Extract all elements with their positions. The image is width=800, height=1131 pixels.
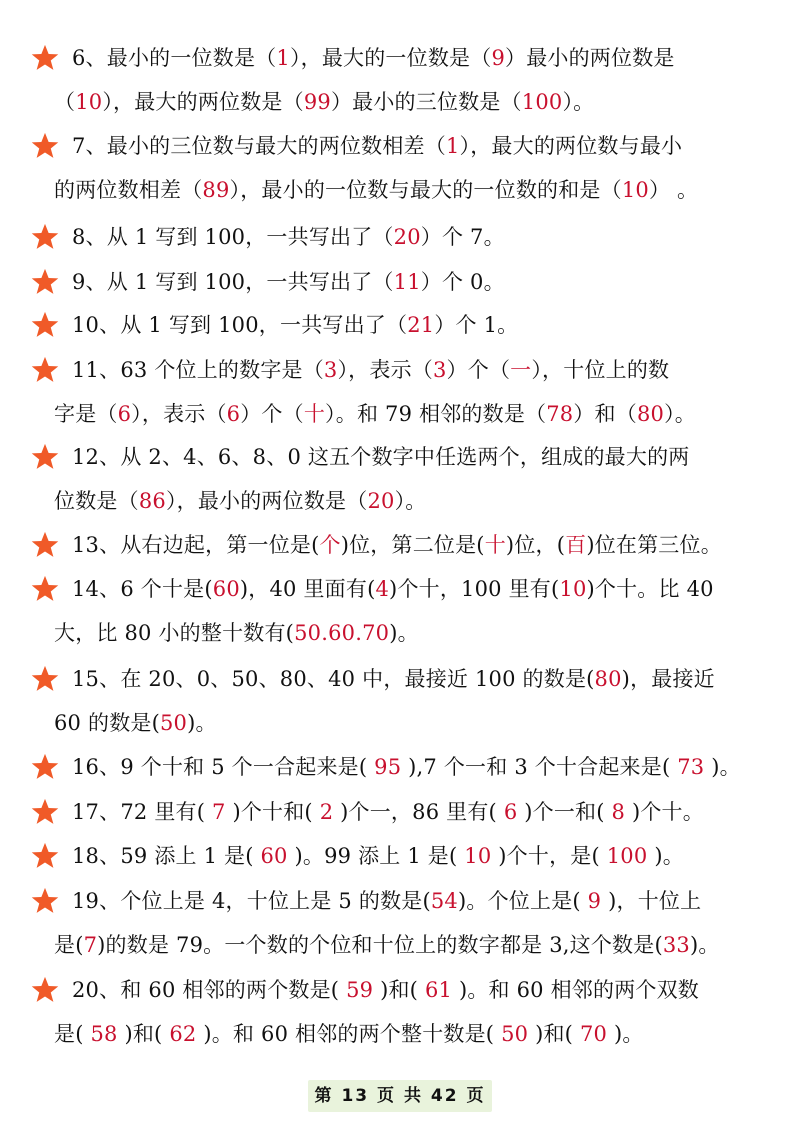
question-text: 60 的数是(	[54, 711, 160, 735]
question-text: ）最小的两位数是	[505, 46, 675, 70]
question-text: ）。	[394, 489, 427, 513]
question-text: )和(	[124, 1022, 163, 1046]
question-text: 6、最小的一位数是（	[72, 46, 277, 70]
question-text: ） 。	[648, 178, 699, 202]
question-line	[54, 708, 217, 738]
answer-text: 2	[312, 800, 341, 824]
star-icon	[30, 664, 60, 694]
answer-text: 100	[599, 844, 655, 868]
question-text: )。个位上是(	[458, 889, 581, 913]
question-line	[54, 87, 594, 117]
answer-text: 50.60.70	[294, 621, 390, 645]
question-text: 19、个位上是 4，十位上是 5 的数是(	[72, 889, 431, 913]
question-text: 14、6 个十是(	[72, 577, 213, 601]
answer-text: 个	[319, 533, 341, 557]
question-line	[72, 530, 722, 560]
answer-text: 50	[160, 711, 188, 735]
answer-text: 54	[430, 889, 458, 913]
question-text: ），表示（	[337, 358, 433, 382]
question-text: 17、72 里有(	[72, 800, 206, 824]
question-line	[54, 175, 698, 205]
answer-text: 70	[573, 1022, 614, 1046]
question-text: ）。	[664, 402, 696, 426]
question-text: )。	[689, 933, 720, 957]
question-text: 13、从右边起，第一位是(	[72, 533, 320, 557]
question-text: 10、从 1 写到 100，一共写出了（	[72, 313, 408, 337]
star-icon	[30, 222, 60, 252]
answer-text: 58	[83, 1022, 125, 1046]
question-line	[72, 310, 518, 340]
question-text: ）个 0。	[420, 270, 505, 294]
answer-text: 百	[565, 533, 587, 557]
answer-text: 6	[117, 402, 132, 426]
star-icon	[30, 355, 60, 385]
question-line	[72, 886, 701, 916]
answer-text: 10	[559, 577, 587, 601]
question-text: 7、最小的三位数与最大的两位数相差（	[72, 134, 446, 158]
question-text: )。	[654, 844, 684, 868]
answer-text: 80	[636, 402, 665, 426]
question-text: )位，第二位是(	[340, 533, 485, 557]
question-line	[72, 43, 675, 73]
star-icon	[30, 530, 60, 560]
question-text: 15、在 20、0、50、80、40 中，最接近 100 的数是(	[72, 667, 595, 691]
answer-text: 3	[432, 358, 447, 382]
question-text: )，十位上	[608, 889, 702, 913]
question-line	[72, 131, 682, 161]
question-line	[54, 618, 419, 648]
question-text: 是(	[54, 933, 84, 957]
question-text: ）个 1。	[434, 313, 519, 337]
question-text: )。99 添上 1 是(	[294, 844, 458, 868]
question-text: ），十位上的数	[531, 358, 670, 382]
answer-text: 80	[594, 667, 622, 691]
question-text: )个十，是(	[498, 844, 600, 868]
answer-text: 6	[496, 800, 525, 824]
star-icon	[30, 310, 60, 340]
question-text: )。和 60 相邻的两个整十数是(	[203, 1022, 495, 1046]
question-text: 16、9 个十和 5 个一合起来是(	[72, 755, 368, 779]
question-line	[72, 267, 505, 297]
answer-text: 60	[212, 577, 240, 601]
answer-text: 21	[407, 313, 435, 337]
question-text: )个十。	[631, 800, 704, 824]
answer-text: 10	[75, 90, 103, 114]
answer-text: 10	[621, 178, 649, 202]
question-text: )个一和(	[524, 800, 605, 824]
answer-text: 1	[276, 46, 290, 70]
question-text: 大，比 80 小的整十数有(	[54, 621, 295, 645]
question-text: )个十和(	[232, 800, 313, 824]
question-text: )的数是 79。一个数的个位和十位上的数字都是 3,这个数是(	[97, 933, 663, 957]
question-line	[72, 975, 699, 1005]
question-text: )和(	[380, 978, 419, 1002]
answer-text: 9	[491, 46, 505, 70]
question-text: ),7 个一和 3 个十合起来是(	[408, 755, 671, 779]
star-icon	[30, 267, 60, 297]
question-line	[54, 486, 426, 516]
answer-text: 十	[484, 533, 506, 557]
page-number-label: 第 13 页 共 42 页	[314, 1086, 486, 1106]
page-footer	[308, 1080, 492, 1112]
answer-text: 33	[662, 933, 690, 957]
answer-text: 20	[393, 225, 421, 249]
star-icon	[30, 841, 60, 871]
answer-text: 62	[162, 1022, 204, 1046]
question-text: )位在第三位。	[586, 533, 722, 557]
star-icon	[30, 574, 60, 604]
answer-text: 100	[521, 90, 563, 114]
question-text: )个十，100 里有(	[389, 577, 560, 601]
question-text: ），最大的一位数是（	[289, 46, 492, 70]
answer-text: 95	[367, 755, 409, 779]
answer-text: 7	[83, 933, 98, 957]
question-line	[72, 442, 689, 472]
question-text: 位数是（	[54, 489, 139, 513]
question-text: )和(	[535, 1022, 574, 1046]
answer-text: 11	[393, 270, 421, 294]
star-icon	[30, 752, 60, 782]
question-text: ）个 7。	[420, 225, 505, 249]
answer-text: 59	[339, 978, 381, 1002]
question-text: ），表示（	[131, 402, 227, 426]
answer-text: 一	[510, 358, 532, 382]
question-line	[54, 399, 696, 429]
question-text: ）个（	[240, 402, 304, 426]
answer-text: 20	[367, 489, 395, 513]
answer-text: 9	[580, 889, 609, 913]
answer-text: 78	[546, 402, 574, 426]
question-text: 的两位数相差（	[54, 178, 203, 202]
answer-text: 73	[670, 755, 712, 779]
question-line	[54, 930, 720, 960]
answer-text: 7	[205, 800, 233, 824]
question-text: ）最小的三位数是（	[330, 90, 522, 114]
question-text: 8、从 1 写到 100，一共写出了（	[72, 225, 394, 249]
star-icon	[30, 797, 60, 827]
question-text: （	[54, 90, 76, 114]
question-text: )个十。比 40	[586, 577, 714, 601]
question-text: )。	[711, 755, 741, 779]
question-text: ）个（	[446, 358, 511, 382]
star-icon	[30, 975, 60, 1005]
question-line	[72, 752, 741, 782]
answer-text: 6	[226, 402, 241, 426]
question-text: 是(	[54, 1022, 84, 1046]
answer-text: 99	[303, 90, 331, 114]
question-text: )。和 60 相邻的两个双数	[458, 978, 700, 1002]
answer-text: 60	[253, 844, 295, 868]
question-line	[72, 797, 704, 827]
question-text: )。	[187, 711, 217, 735]
star-icon	[30, 442, 60, 472]
answer-text: 4	[375, 577, 390, 601]
star-icon	[30, 131, 60, 161]
question-text: ）。和 79 相邻的数是（	[325, 402, 547, 426]
question-text: 18、59 添上 1 是(	[72, 844, 254, 868]
question-text: ），最大的两位数是（	[102, 90, 304, 114]
question-text: 12、从 2、4、6、8、0 这五个数字中任选两个，组成的最大的两	[72, 445, 690, 469]
question-line	[54, 1019, 644, 1049]
question-line	[72, 841, 684, 871]
answer-text: 61	[418, 978, 459, 1002]
question-text: ），最大的两位数与最小	[459, 134, 683, 158]
question-text: )。	[613, 1022, 644, 1046]
star-icon	[30, 886, 60, 916]
question-text: ）。	[562, 90, 595, 114]
question-text: 11、63 个位上的数字是（	[72, 358, 324, 382]
question-line	[72, 574, 714, 604]
question-text: ），最小的两位数是（	[165, 489, 368, 513]
answer-text: 50	[494, 1022, 536, 1046]
question-line	[72, 222, 505, 252]
question-text: )个一，86 里有(	[340, 800, 497, 824]
question-text: 9、从 1 写到 100，一共写出了（	[72, 270, 394, 294]
answer-text: 十	[303, 402, 326, 426]
star-icon	[30, 43, 60, 73]
answer-text: 89	[202, 178, 230, 202]
answer-text: 10	[457, 844, 499, 868]
question-text: )。	[389, 621, 419, 645]
question-text: )，最接近	[621, 667, 715, 691]
question-text: ）和（	[573, 402, 637, 426]
question-text: ），最小的一位数与最大的一位数的和是（	[229, 178, 622, 202]
question-text: )位，(	[505, 533, 566, 557]
question-line	[72, 355, 669, 385]
answer-text: 1	[445, 134, 460, 158]
question-text: 20、和 60 相邻的两个数是(	[72, 978, 340, 1002]
question-text: 字是（	[54, 402, 118, 426]
answer-text: 3	[323, 358, 338, 382]
question-text: )，40 里面有(	[239, 577, 376, 601]
answer-text: 8	[604, 800, 632, 824]
question-line	[72, 664, 715, 694]
answer-text: 86	[138, 489, 166, 513]
